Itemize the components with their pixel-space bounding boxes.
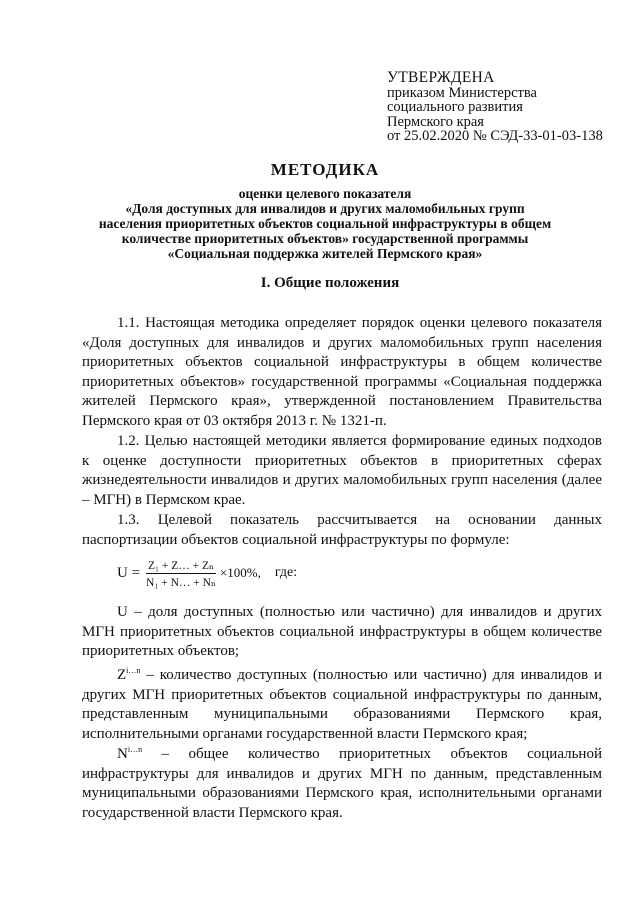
title-line: «Доля доступных для инвалидов и других маломобильных групп (125, 201, 525, 216)
z-symbol: Z (117, 667, 127, 683)
approval-order-number: от 25.02.2020 № СЭД-33-01-03-138 (387, 128, 603, 144)
definition-n (82, 740, 602, 823)
formula-multiplier: ×100%, (219, 565, 261, 580)
title-line: количестве приоритетных объектов» государственной программы (121, 231, 529, 246)
paragraph-1-3: 1.3. Целевой показатель рассчитывается на основании данных паспортизации объектов социальной инфраструктуры по формуле: (82, 512, 602, 548)
title-line: «Социальная поддержка жителей Пермского края» (167, 246, 483, 261)
n-superscript: i…n (127, 745, 143, 754)
z-superscript: i…n (126, 666, 141, 675)
approval-line: социального развития (387, 99, 523, 115)
formula-where: где: (274, 565, 298, 580)
approval-line: Пермского края (387, 113, 484, 130)
approval-line: приказом Министерства (387, 84, 537, 101)
n-text: – общее количество приоритетных объектов социальной инфраструктуры для инвалидов и других МГН по данным, представленным муниципальными образованиями Пермского края, исполнительными органами государственной власти Пермского края. (82, 746, 602, 821)
formula-fraction (144, 558, 218, 589)
title-line: оценки целевого показателя (238, 186, 412, 201)
z-text: – количество доступных (полностью или частично) для инвалидов и других МГН приоритетных объектов социальной инфраструктуры по данным, представленным муниципальными образованиями Пермского края, исполнительными органами государственной власти Пермского края; (82, 667, 602, 742)
definition-z (82, 661, 602, 744)
title-main: МЕТОДИКА (270, 160, 380, 179)
formula (117, 553, 297, 593)
n-symbol: N (117, 746, 128, 762)
paragraph-1-2: 1.2. Целью настоящей методики является формирование единых подходов к оценке доступности приоритетных объектов в приоритетных сферах жизнедеятельности инвалидов и других маломобильных групп населения (далее – МГН) в Пермском крае. (82, 433, 602, 508)
title-line: населения приоритетных объектов социальной инфраструктуры в общем (98, 216, 552, 231)
section-heading: I. Общие положения (260, 275, 400, 291)
formula-lhs: U = (117, 564, 141, 581)
formula-numerator: Z₁ + Z… + Zₙ (147, 559, 214, 572)
formula-denominator: N₁ + N… + Nₙ (146, 576, 216, 589)
approval-heading: УТВЕРЖДЕНА (387, 69, 495, 86)
approval-stamp (387, 71, 637, 144)
document-title (60, 160, 590, 261)
definition-u: U – доля доступных (полностью или частично) для инвалидов и других МГН приоритетных объектов социальной инфраструктуры в общем количестве приоритетных объектов; (82, 604, 602, 659)
paragraph-1-1: 1.1. Настоящая методика определяет порядок оценки целевого показателя «Доля доступных для инвалидов и других маломобильных групп населения приоритетных объектов социальной инфраструктуры в общем количестве приоритетных объектов» государственной программы «Социальная поддержка жителей Пермского края», утвержденной постановлением Правительства Пермского края от 03 октября 2013 г. № 1321-п. (82, 315, 602, 429)
